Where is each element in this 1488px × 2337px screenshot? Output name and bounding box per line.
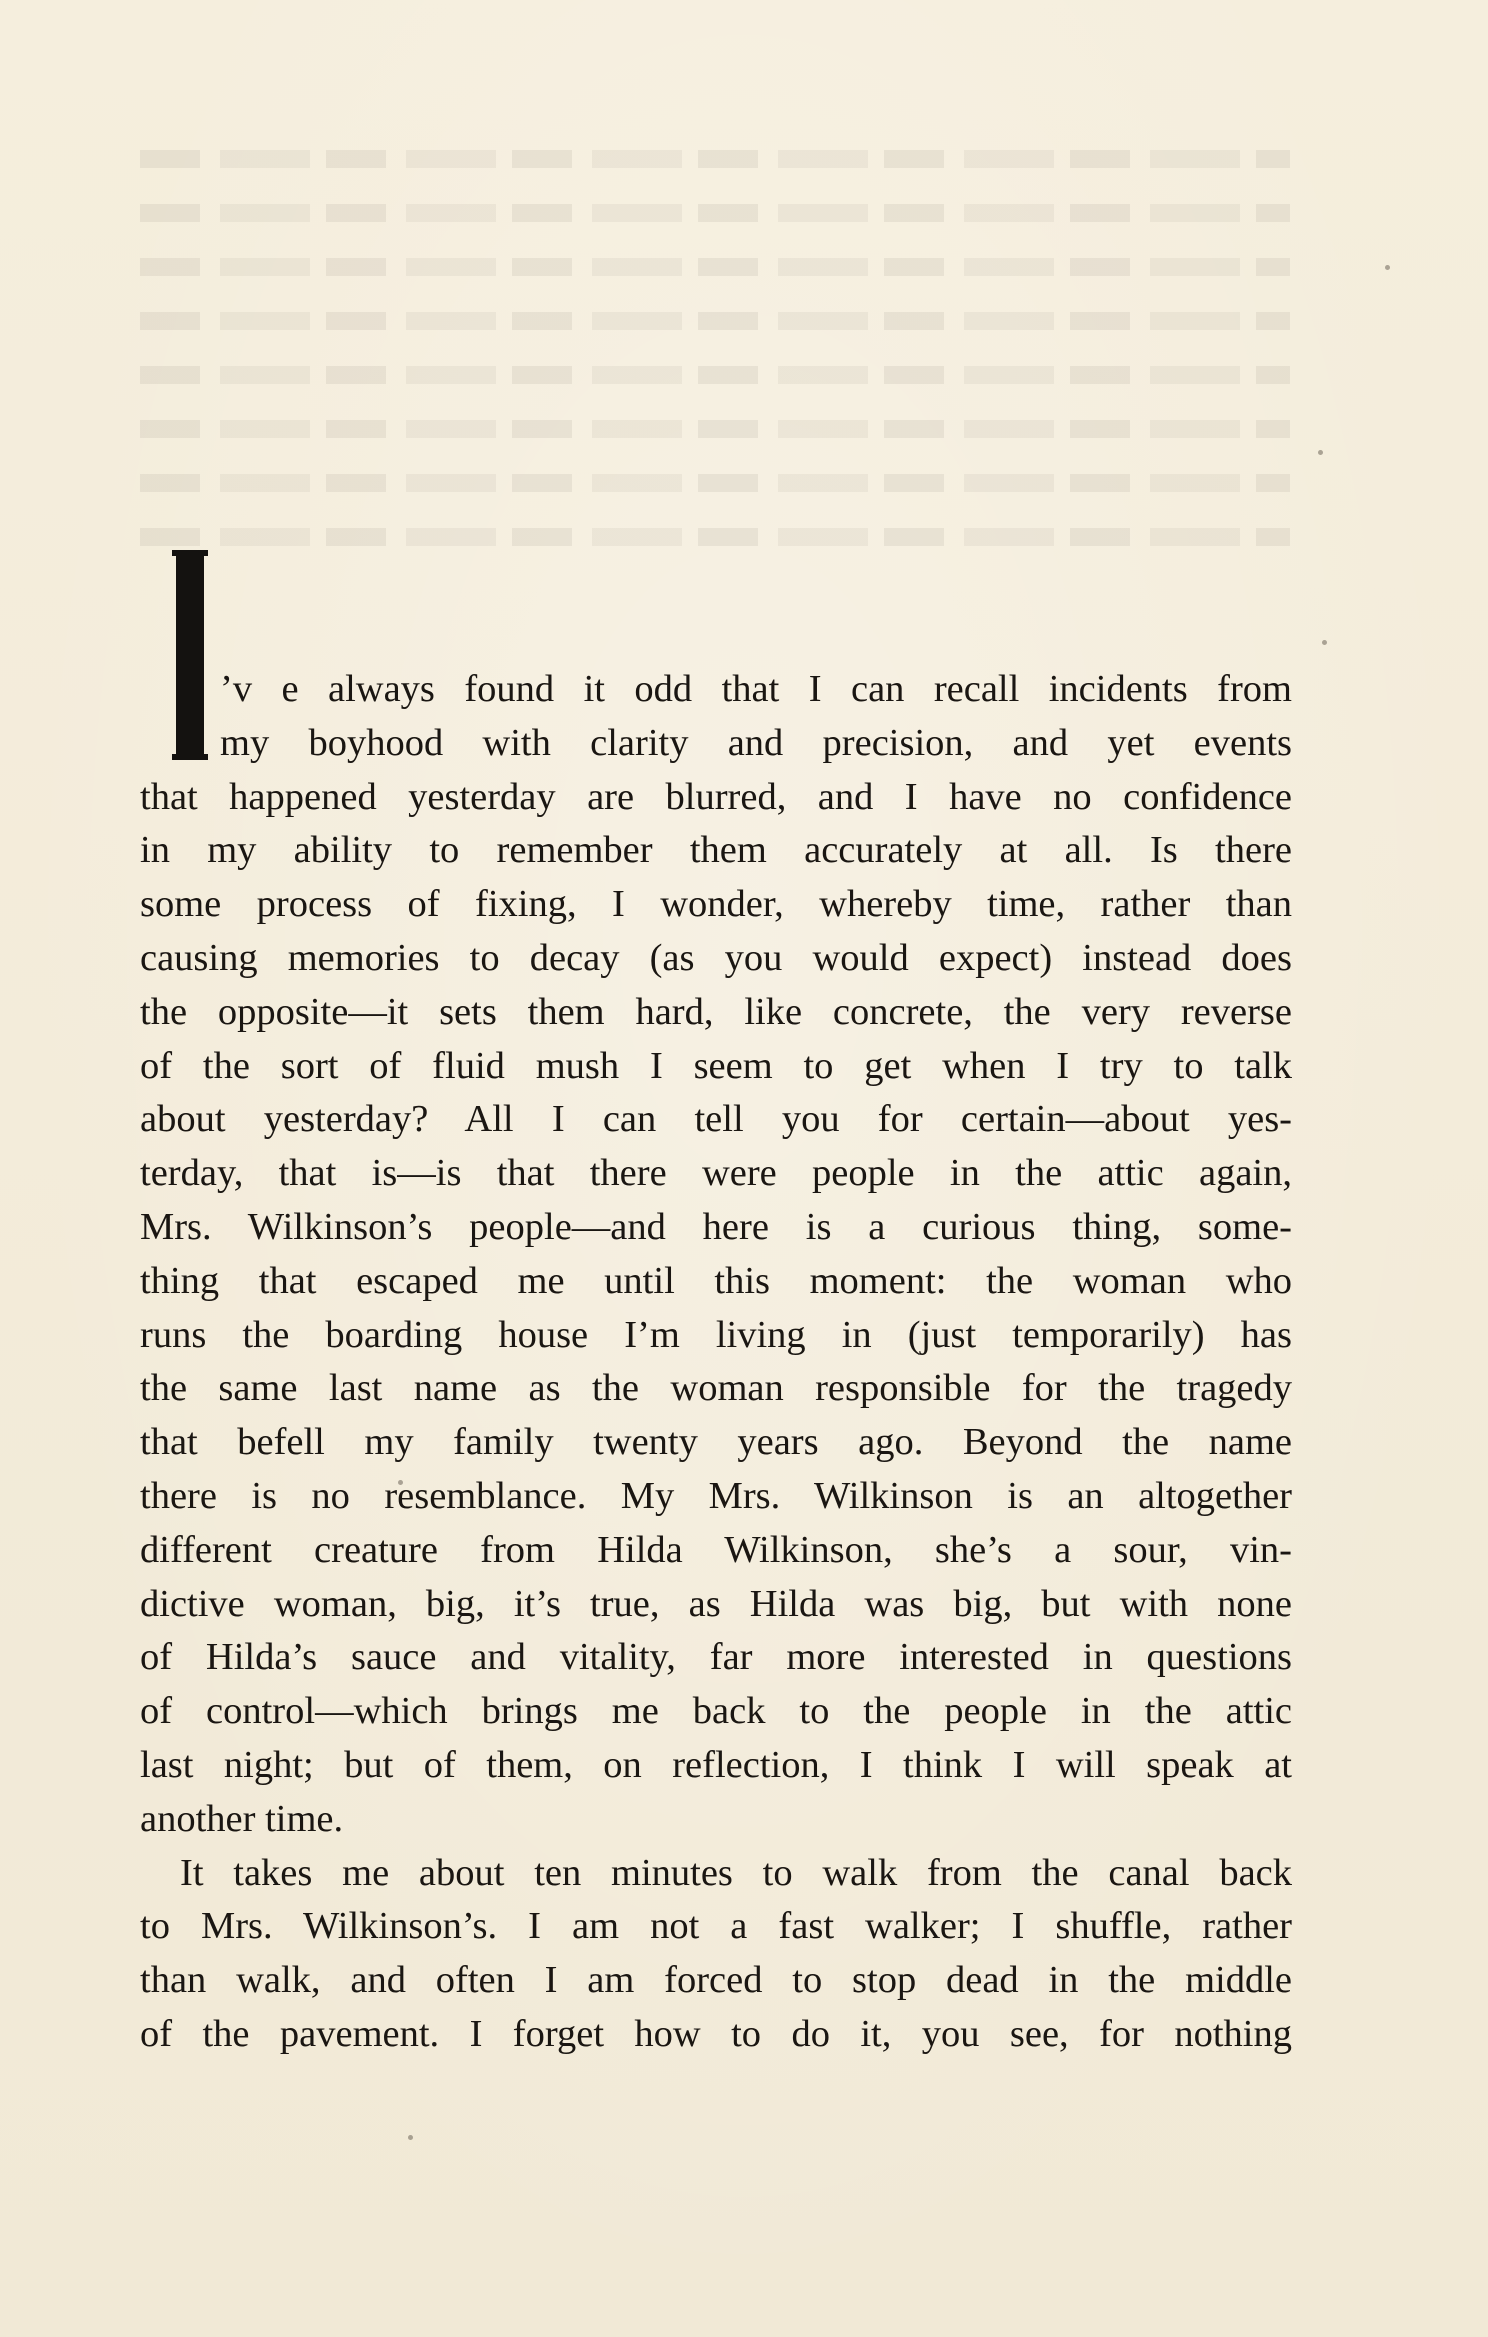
text-line: the same last name as the woman responsible for the tragedy: [140, 1367, 1292, 1410]
text-line: to Mrs. Wilkinson’s. I am not a fast walker; I shuffle, rather: [140, 1905, 1292, 1948]
text-line: of the sort of fluid mush I seem to get when I try to talk: [140, 1044, 1292, 1087]
text-line: It takes me about ten minutes to walk from the canal back: [180, 1851, 1292, 1894]
text-line: there is no resemblance. My Mrs. Wilkinson is an altogether: [140, 1474, 1292, 1517]
body-text: [140, 548, 1292, 2062]
text-line: another time.: [140, 1797, 344, 1840]
text-line: causing memories to decay (as you would expect) instead does: [140, 936, 1292, 979]
text-line: in my ability to remember them accurately at all. Is there: [140, 829, 1292, 872]
bleed-through-text: [140, 130, 1290, 562]
text-line: of the pavement. I forget how to do it, you see, for nothing: [140, 2012, 1292, 2055]
text-line: the opposite—it sets them hard, like concrete, the very reverse: [140, 990, 1292, 1033]
text-line: Mrs. Wilkinson’s people—and here is a curious thing, some-: [140, 1205, 1292, 1248]
text-line: runs the boarding house I’m living in (just temporarily) has: [140, 1313, 1292, 1356]
text-line: that happened yesterday are blurred, and I have no confidence: [140, 775, 1292, 818]
text-line: thing that escaped me until this moment: the woman who: [140, 1259, 1292, 1302]
text-line: of Hilda’s sauce and vitality, far more interested in questions: [140, 1636, 1292, 1679]
text-line: last night; but of them, on reflection, I think I will speak at: [140, 1743, 1292, 1786]
text-line: of control—which brings me back to the people in the attic: [140, 1690, 1292, 1733]
text-line: ’v e always found it odd that I can recall incidents from: [220, 668, 1292, 710]
bleed-through-header: [400, 18, 1100, 58]
text-line: about yesterday? All I can tell you for certain—about yes-: [140, 1098, 1292, 1141]
text-line: dictive woman, big, it’s true, as Hilda was big, but with none: [140, 1582, 1292, 1625]
text-line: than walk, and often I am forced to stop dead in the middle: [140, 1959, 1292, 2002]
text-line: some process of fixing, I wonder, whereby time, rather than: [140, 883, 1292, 926]
text-line: terday, that is—is that there were people in the attic again,: [140, 1152, 1292, 1195]
text-line: different creature from Hilda Wilkinson, she’s a sour, vin-: [140, 1528, 1292, 1571]
text-line: my boyhood with clarity and precision, and yet events: [220, 721, 1292, 764]
text-line: that befell my family twenty years ago. Beyond the name: [140, 1421, 1292, 1464]
